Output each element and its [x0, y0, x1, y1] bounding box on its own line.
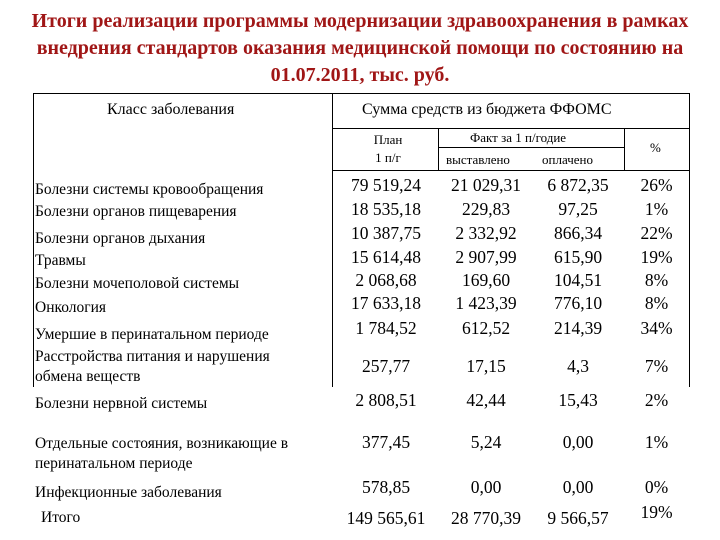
cell-billed: 2 907,99	[455, 247, 517, 267]
table-top-border	[33, 93, 689, 94]
cell-billed: 1 423,39	[455, 293, 517, 313]
cell-paid: 97,25	[558, 199, 598, 219]
cell-percent: 34%	[640, 318, 673, 338]
header-disease-class: Класс заболевания	[107, 101, 235, 118]
row-name-total: Итого	[41, 509, 81, 526]
cell-plan: 257,77	[361, 356, 411, 376]
cell-paid: 866,34	[553, 223, 603, 243]
cell-percent: 8%	[644, 270, 669, 290]
cell-plan: 1 784,52	[355, 318, 417, 338]
cell-percent: 19%	[640, 247, 673, 267]
cell-plan: 18 535,18	[351, 199, 421, 219]
table-right-border	[689, 93, 690, 387]
header-billed: выставлено	[446, 152, 510, 167]
row-name: Болезни органов пищеварения	[35, 203, 237, 220]
cell-paid: 9 566,57	[547, 508, 609, 528]
header-divider-fact	[438, 147, 624, 148]
cell-paid: 776,10	[553, 293, 603, 313]
row-name: Болезни системы кровообращения	[35, 181, 264, 198]
row-name: Болезни мочеполовой системы	[35, 275, 240, 292]
cell-plan: 2 068,68	[355, 270, 417, 290]
cell-billed: 0,00	[470, 477, 502, 497]
cell-paid: 104,51	[553, 270, 603, 290]
cell-plan: 15 614,48	[351, 247, 421, 267]
cell-plan: 79 519,24	[351, 175, 421, 195]
cell-paid: 4,3	[567, 356, 589, 376]
header-fact: Факт за 1 п/годие	[470, 130, 567, 145]
cell-percent: 22%	[640, 223, 673, 243]
cell-plan: 2 808,51	[355, 390, 417, 410]
table-divider-vertical	[332, 93, 333, 387]
header-plan-line2: 1 п/г	[375, 150, 401, 165]
row-name: Отдельные состояния, возникающие в перинатальном периоде	[35, 435, 289, 472]
row-name: Болезни нервной системы	[35, 395, 208, 412]
cell-plan: 17 633,18	[351, 293, 421, 313]
row-name: Умершие в перинатальном периоде	[35, 326, 269, 343]
cell-billed: 21 029,31	[451, 175, 521, 195]
cell-billed: 229,83	[461, 199, 511, 219]
row-name: Онкология	[35, 299, 107, 316]
header-percent: %	[650, 140, 661, 155]
cell-percent: 19%	[640, 502, 673, 522]
page-title: Итоги реализации программы модернизации здравоохранения в рамках внедрения стандартов оказания медицинской помощи по состоянию на 01.07.2011, тыс. руб.	[31, 10, 689, 86]
table-left-border	[33, 93, 34, 387]
header-bottom-line	[332, 170, 689, 171]
cell-billed: 169,60	[461, 270, 511, 290]
cell-percent: 1%	[644, 199, 669, 219]
header-divider-plan	[438, 128, 439, 170]
cell-percent: 2%	[644, 390, 669, 410]
cell-plan: 149 565,61	[346, 508, 426, 528]
cell-percent: 1%	[644, 432, 669, 452]
cell-billed: 28 770,39	[451, 508, 521, 528]
cell-paid: 6 872,35	[547, 175, 609, 195]
header-divider-budget	[332, 128, 689, 129]
cell-plan: 10 387,75	[351, 223, 421, 243]
cell-billed: 2 332,92	[455, 223, 517, 243]
cell-percent: 26%	[640, 175, 673, 195]
cell-paid: 15,43	[558, 390, 598, 410]
cell-plan: 377,45	[361, 432, 411, 452]
cell-percent: 7%	[644, 356, 669, 376]
header-budget: Сумма средств из бюджета ФФОМС	[362, 101, 612, 118]
header-plan-line1: План	[373, 132, 403, 147]
row-name: Инфекционные заболевания	[35, 484, 222, 501]
cell-billed: 612,52	[461, 318, 511, 338]
header-plan	[360, 131, 416, 167]
cell-billed: 42,44	[466, 390, 506, 410]
header-paid: оплачено	[542, 152, 593, 167]
cell-paid: 214,39	[553, 318, 603, 338]
cell-paid: 0,00	[562, 432, 594, 452]
cell-percent: 8%	[644, 293, 669, 313]
cell-paid: 0,00	[562, 477, 594, 497]
row-name: Болезни органов дыхания	[35, 230, 206, 247]
row-name: Травмы	[35, 252, 86, 269]
cell-plan: 578,85	[361, 477, 411, 497]
cell-billed: 5,24	[470, 432, 502, 452]
cell-paid: 615,90	[553, 247, 603, 267]
cell-billed: 17,15	[466, 356, 506, 376]
row-name: Расстройства питания и нарушения обмена веществ	[35, 348, 270, 385]
header-divider-percent	[624, 128, 625, 170]
cell-percent: 0%	[644, 477, 669, 497]
